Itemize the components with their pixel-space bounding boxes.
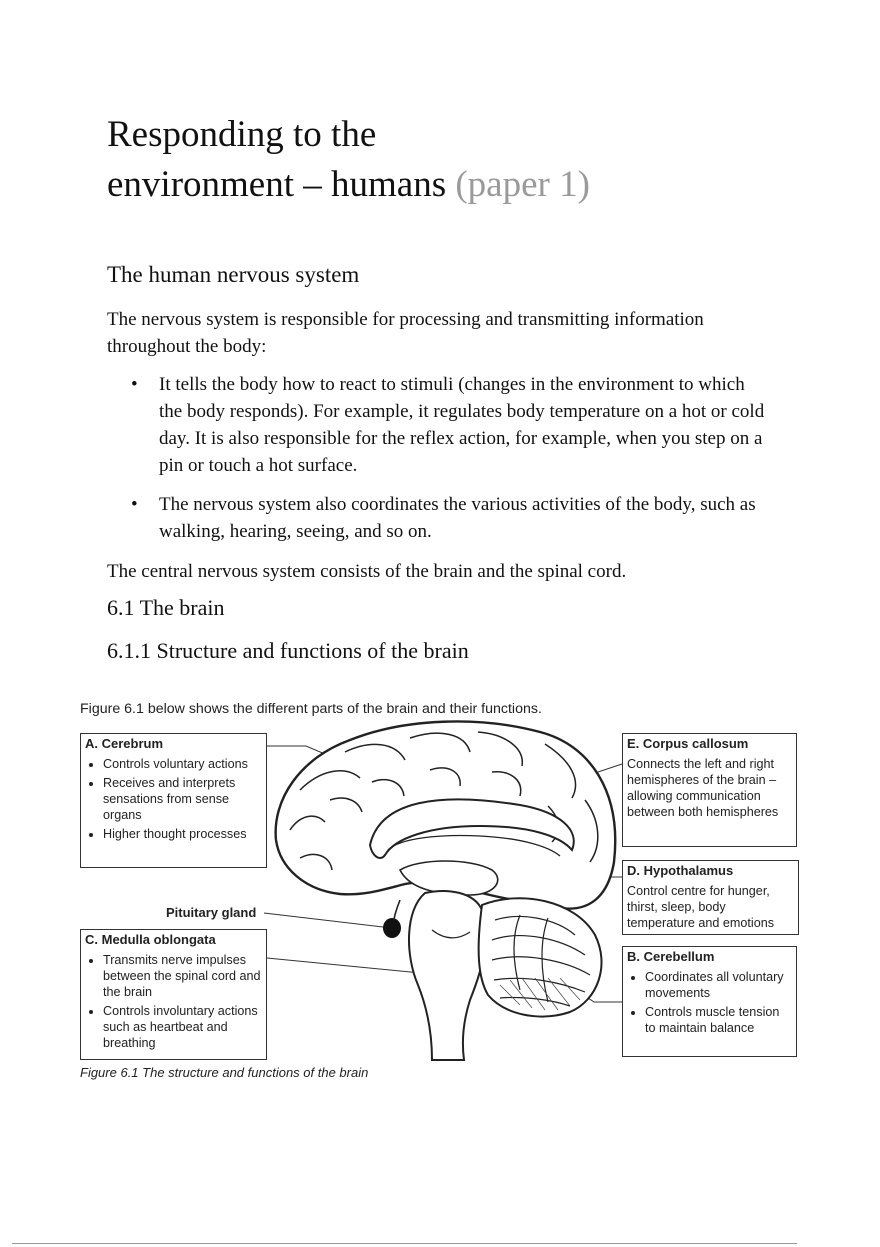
- bullet-text: It tells the body how to react to stimuli (changes in the environment to which the body responds). For example, it regulates body temperature on a hot or cold day. It is also responsible for the reflex action, for example, when you step on a pin or touch a hot surface.: [159, 374, 765, 476]
- pituitary-shape: [383, 918, 401, 938]
- subheading-brain: 6.1 The brain: [107, 595, 225, 620]
- hypothalamus-title: D. Hypothalamus: [627, 863, 734, 878]
- intro-paragraph: The nervous system is responsible for processing and transmitting information throughout the body:: [107, 309, 704, 357]
- medulla-title: C. Medulla oblongata: [85, 932, 216, 947]
- title-line-1: Responding to the: [107, 114, 377, 155]
- medulla-box: [80, 929, 267, 1060]
- cerebellum-list: [627, 969, 792, 1036]
- cerebrum-box: [80, 733, 267, 868]
- section-heading: The human nervous system: [107, 262, 360, 287]
- bullet-icon: •: [131, 374, 138, 395]
- list-item: • Controls muscle tension to maintain balance: [645, 1004, 792, 1036]
- cerebellum-box: [622, 946, 797, 1057]
- pituitary-label: Pituitary gland: [166, 905, 257, 920]
- corpus-title: E. Corpus callosum: [627, 736, 749, 751]
- pituitary-stalk: [394, 900, 400, 920]
- footer-divider: [12, 1243, 797, 1244]
- medulla-list: [85, 952, 262, 1051]
- cerebrum-title: A. Cerebrum: [85, 736, 164, 751]
- pituitary-leader: [264, 913, 392, 928]
- figure-caption: Figure 6.1 The structure and functions of the brain: [80, 1065, 369, 1080]
- list-item: • Higher thought processes: [103, 826, 262, 842]
- bullet-icon: •: [131, 494, 138, 515]
- list-item: • Transmits nerve impulses between the spinal cord and the brain: [103, 952, 262, 1000]
- cns-paragraph: The central nervous system consists of the brain and the spinal cord.: [107, 561, 627, 582]
- figure-intro-caption: Figure 6.1 below shows the different parts of the brain and their functions.: [80, 701, 542, 717]
- cerebrum-list: [85, 756, 262, 842]
- corpus-callosum-box: [622, 733, 797, 847]
- list-item: • Receives and interprets sensations from sense organs: [103, 775, 262, 823]
- thalamus-shape: [400, 861, 498, 895]
- hypothalamus-box: [622, 860, 799, 935]
- list-item: • Controls voluntary actions: [103, 756, 262, 772]
- corpus-text: Connects the left and right hemispheres of the brain – allowing communication between both hemispheres: [627, 757, 779, 819]
- bullet-text: The nervous system also coordinates the various activities of the body, such as walking, hearing, seeing, and so on.: [159, 494, 756, 542]
- list-item: • Coordinates all voluntary movements: [645, 969, 792, 1001]
- subheading-structure: 6.1.1 Structure and functions of the brain: [107, 638, 469, 663]
- brainstem-shape: [409, 891, 486, 1060]
- hypothalamus-text: Control centre for hunger, thirst, sleep, body temperature and emotions: [627, 884, 775, 930]
- title-line-2: environment – humans: [107, 164, 447, 205]
- cerebellum-title: B. Cerebellum: [627, 949, 715, 964]
- list-item: • Controls involuntary actions such as heartbeat and breathing: [103, 1003, 262, 1051]
- title-suffix: (paper 1): [455, 164, 590, 205]
